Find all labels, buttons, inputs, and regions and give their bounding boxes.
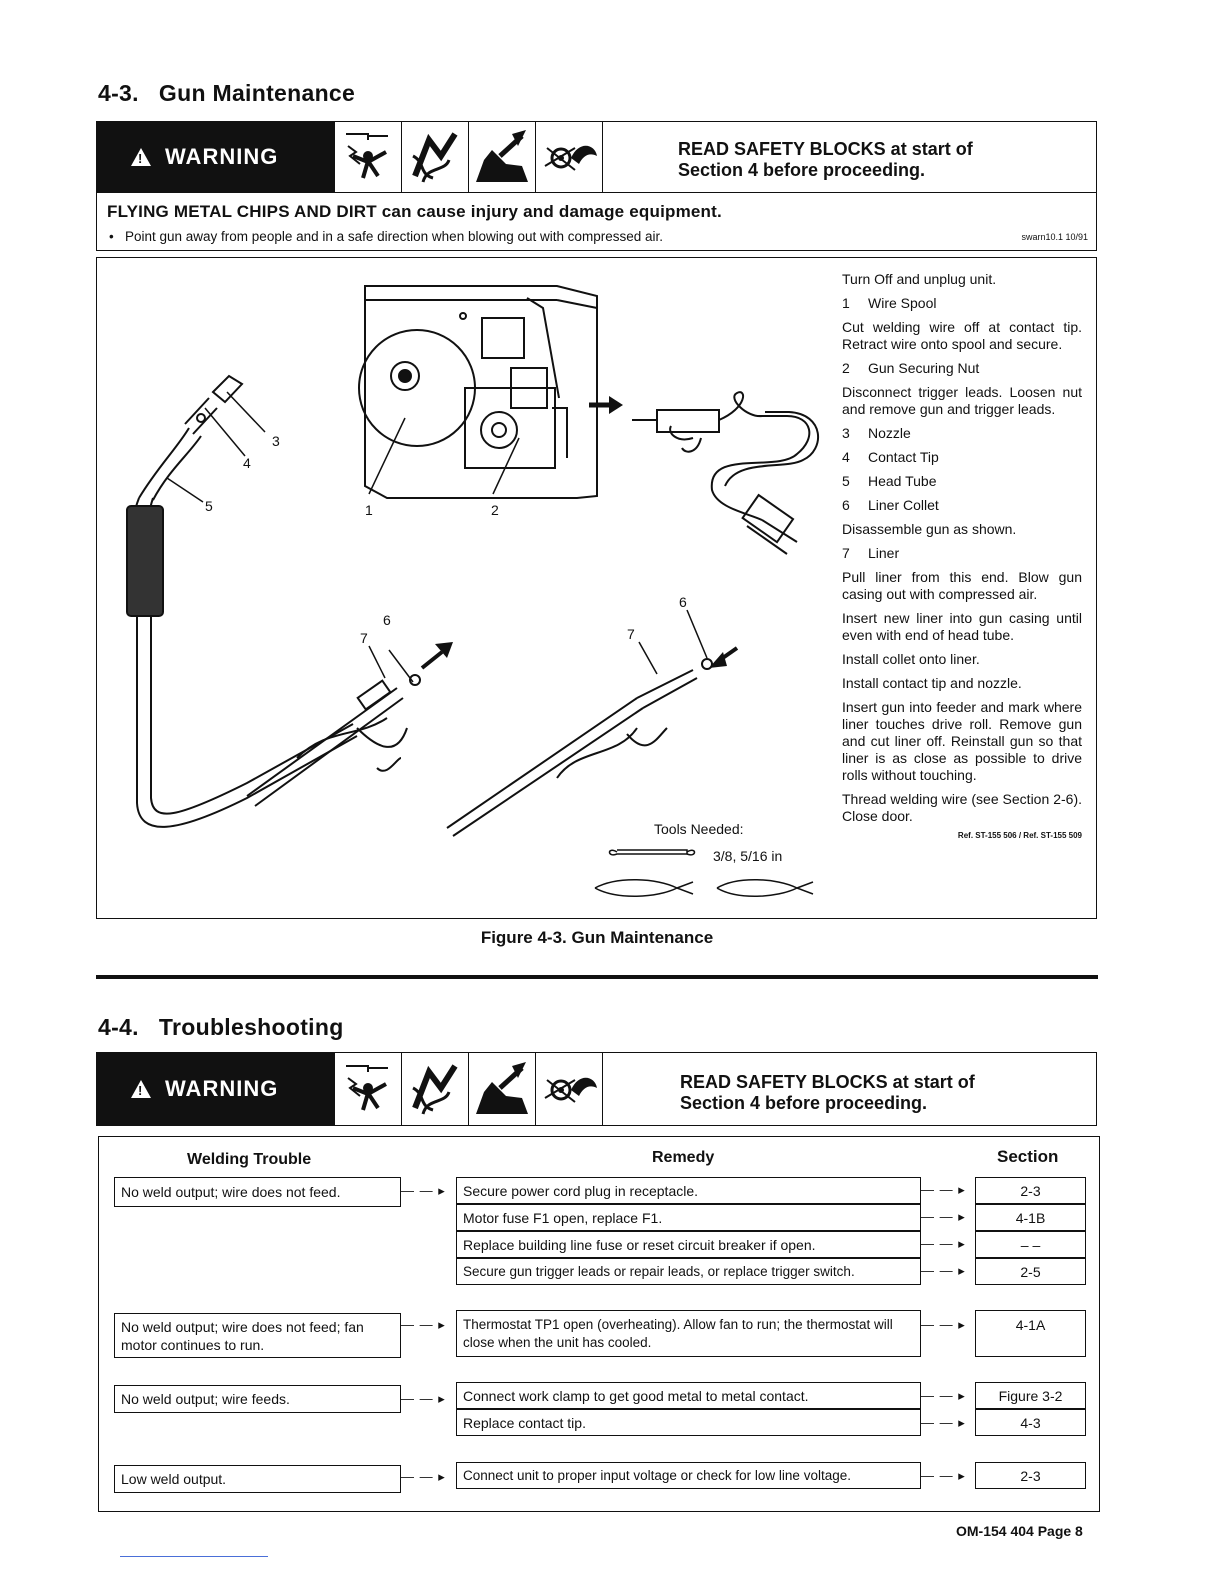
step-item: 2 Gun Securing Nut [842, 360, 980, 376]
step-item: 5 Head Tube [842, 473, 937, 489]
section-cell: 2-5 [975, 1258, 1086, 1285]
hazard-code: swarn10.1 10/91 [1021, 232, 1088, 242]
safety-line-2: Section 4 before proceeding. [678, 160, 926, 180]
safety-notice [680, 1072, 975, 1114]
safety-line-1: READ SAFETY BLOCKS at start of [680, 1072, 975, 1092]
section-cell: 2-3 [975, 1462, 1086, 1489]
callout-2: 2 [491, 502, 499, 518]
troubleshooting-table [98, 1136, 1100, 1512]
warning-label: WARNING [165, 1076, 279, 1101]
electric-shock-icon [334, 122, 401, 192]
section-cell: 4-3 [975, 1409, 1086, 1436]
header-section: Section [997, 1147, 1059, 1166]
fumes-icon [401, 1053, 468, 1125]
arrow-connector: — — ▸ [401, 1183, 446, 1198]
section-cell: 4-1A [975, 1310, 1086, 1357]
section-cell: – – [975, 1231, 1086, 1258]
section-divider [96, 975, 1098, 979]
remedy-cell: Connect work clamp to get good metal to metal contact. [456, 1382, 921, 1409]
callout-7a: 7 [360, 630, 368, 646]
section-cell: 2-3 [975, 1177, 1086, 1204]
remedy-cell: Motor fuse F1 open, replace F1. [456, 1204, 921, 1231]
arrow-connector: — — ▸ [921, 1209, 966, 1224]
section-title: Troubleshooting [158, 1014, 344, 1040]
step-item: 7 Liner [842, 545, 900, 561]
remedy-cell: Connect unit to proper input voltage or check for low line voltage. [456, 1462, 921, 1489]
arrow-connector: — — ▸ [401, 1317, 446, 1332]
header-remedy: Remedy [652, 1149, 715, 1166]
maintenance-steps [842, 271, 1082, 844]
arrow-connector: — — ▸ [921, 1388, 966, 1403]
callout-6b: 6 [679, 594, 687, 610]
figure-caption: Figure 4-3. Gun Maintenance [480, 928, 714, 947]
arrow-connector: — — ▸ [921, 1415, 966, 1430]
step-item: 3 Nozzle [842, 425, 911, 441]
safety-notice [678, 139, 973, 181]
step-item: Disconnect trigger leads. Loosen nut and remove gun and trigger leads. [842, 384, 1082, 417]
warning-label-box [97, 122, 334, 192]
remedy-cell: Replace building line fuse or reset circuit breaker if open. [456, 1231, 921, 1258]
step-item: 6 Liner Collet [842, 497, 939, 513]
step-item: Insert gun into feeder and mark where liner touches drive roll. Remove gun and cut liner off. Reinstall gun so that liner is as close as possible to drive rolls without touching. [842, 699, 1082, 783]
moving-parts-icon [535, 1053, 602, 1125]
warning-label: WARNING [165, 144, 279, 169]
gun-maintenance-illustration [97, 258, 837, 918]
arc-rays-icon [468, 122, 535, 192]
warning-bar [96, 121, 1097, 193]
callout-4: 4 [243, 455, 251, 471]
arrow-connector: — — ▸ [401, 1469, 446, 1484]
trouble-cell: No weld output; wire does not feed; fan motor continues to run. [114, 1313, 401, 1358]
section-heading-4-3 [98, 80, 355, 107]
section-number: 4-4. [98, 1014, 139, 1040]
arrow-connector: — — ▸ [921, 1317, 966, 1332]
step-item: 4 Contact Tip [842, 449, 939, 465]
trouble-cell: Low weld output. [114, 1465, 401, 1493]
remedy-cell: Thermostat TP1 open (overheating). Allow fan to run; the thermostat will close when the unit has cooled. [456, 1310, 921, 1357]
section-number: 4-3. [98, 80, 139, 106]
remedy-cell: Secure gun trigger leads or repair leads, or replace trigger switch. [456, 1258, 921, 1285]
page-footer: OM-154 404 Page 8 [956, 1523, 1083, 1539]
callout-7b: 7 [627, 626, 635, 642]
step-item: Disassemble gun as shown. [842, 521, 1017, 537]
hazard-icons [334, 1053, 603, 1125]
arrow-connector: — — ▸ [921, 1182, 966, 1197]
warning-label-box [97, 1053, 334, 1125]
hazard-bullet-text: Point gun away from people and in a safe direction when blowing out with compressed air. [124, 229, 664, 244]
arrow-connector: — — ▸ [921, 1468, 966, 1483]
hazard-icons [334, 122, 603, 192]
step-item: Cut welding wire off at contact tip. Retract wire onto spool and secure. [842, 319, 1082, 352]
hazard-box [96, 193, 1097, 251]
callout-1: 1 [365, 502, 373, 518]
step-item: Turn Off and unplug unit. [842, 271, 997, 287]
fumes-icon [401, 122, 468, 192]
step-item: 1 Wire Spool [842, 295, 937, 311]
warning-triangle-icon: ! [131, 1080, 151, 1098]
electric-shock-icon [334, 1053, 401, 1125]
trouble-cell: No weld output; wire feeds. [114, 1385, 401, 1413]
moving-parts-icon [535, 122, 602, 192]
arrow-connector: — — ▸ [401, 1391, 446, 1406]
safety-line-2: Section 4 before proceeding. [680, 1093, 928, 1113]
warning-bar-2 [96, 1052, 1097, 1126]
callout-6a: 6 [383, 612, 391, 628]
arc-rays-icon [468, 1053, 535, 1125]
step-item: Pull liner from this end. Blow gun casing out with compressed air. [842, 569, 1082, 602]
step-item: Thread welding wire (see Section 2-6). Close door. [842, 791, 1082, 824]
remedy-cell: Replace contact tip. [456, 1409, 921, 1436]
figure-box [96, 257, 1097, 919]
warning-triangle-icon: ! [131, 148, 151, 166]
callout-3: 3 [272, 433, 280, 449]
arrow-connector: — — ▸ [921, 1263, 966, 1278]
section-cell: Figure 3-2 [975, 1382, 1086, 1409]
hazard-title: FLYING METAL CHIPS AND DIRT can cause injury and damage equipment. [107, 202, 722, 221]
callout-5: 5 [205, 498, 213, 514]
wrench-sizes: 3/8, 5/16 in [713, 848, 783, 864]
section-heading-4-4 [98, 1014, 344, 1041]
step-item: Insert new liner into gun casing until even with end of head tube. [842, 610, 1082, 643]
arrow-connector: — — ▸ [921, 1236, 966, 1251]
hazard-bullet: • Point gun away from people and in a safe direction when blowing out with compressed air. [109, 229, 664, 244]
figure-ref: Ref. ST-155 506 / Ref. ST-155 509 [957, 831, 1082, 840]
remedy-cell: Secure power cord plug in receptacle. [456, 1177, 921, 1204]
header-welding-trouble: Welding Trouble [187, 1151, 312, 1168]
tools-needed-label: Tools Needed: [654, 821, 744, 837]
section-cell: 4-1B [975, 1204, 1086, 1231]
bottom-rule [120, 1556, 268, 1557]
trouble-cell: No weld output; wire does not feed. [114, 1177, 401, 1207]
step-item: Install contact tip and nozzle. [842, 675, 1022, 691]
safety-line-1: READ SAFETY BLOCKS at start of [678, 139, 973, 159]
step-item: Install collet onto liner. [842, 651, 980, 667]
section-title: Gun Maintenance [158, 80, 356, 106]
